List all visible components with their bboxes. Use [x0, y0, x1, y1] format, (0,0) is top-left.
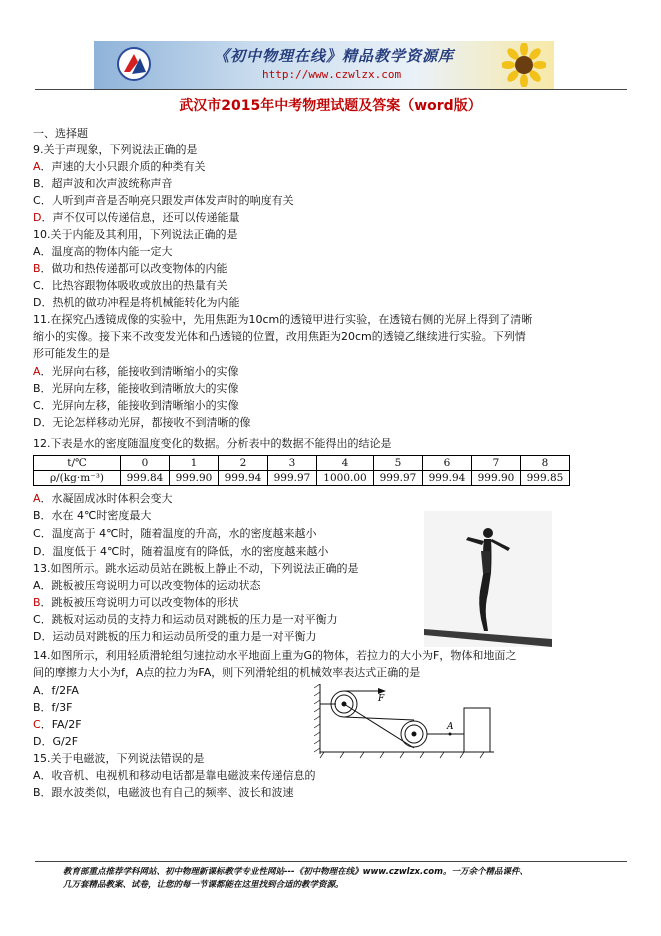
- table-cell: 999.94: [423, 471, 472, 486]
- sunflower-icon: [502, 43, 546, 87]
- option-9b: B．超声波和次声波统称声音: [33, 177, 173, 190]
- question-15: 15.关于电磁波，下列说法错误的是: [33, 752, 205, 765]
- option-14d: D．G/2F: [33, 735, 79, 748]
- option-9d: D．声不仅可以传递信息，还可以传递能量: [33, 211, 240, 224]
- table-row-temperature: [34, 456, 570, 471]
- table-cell: 1: [170, 456, 219, 471]
- option-14b: B．f/3F: [33, 701, 73, 714]
- option-13a: A．跳板被压弯说明力可以改变物体的运动状态: [33, 579, 261, 592]
- table-cell: 3: [268, 456, 317, 471]
- option-9a: A．声速的大小只跟介质的种类有关: [33, 160, 206, 173]
- table-cell: 1000.00: [317, 471, 374, 486]
- table-cell: 4: [317, 456, 374, 471]
- option-12c: C．温度高于 4℃时，随着温度的升高，水的密度越来越小: [33, 527, 317, 540]
- option-12b: B．水在 4℃时密度最大: [33, 509, 152, 522]
- table-header-density: ρ/(kg·m⁻³): [34, 471, 121, 486]
- question-11-line2: 缩小的实像。接下来不改变发光体和凸透镜的位置，改用焦距为20cm的透镜乙继续进行实验。下列情: [33, 330, 526, 343]
- density-table: [33, 455, 570, 486]
- table-row-density: [34, 471, 570, 486]
- table-cell: 999.84: [121, 471, 170, 486]
- option-13d: D．运动员对跳板的压力和运动员所受的重力是一对平衡力: [33, 630, 317, 643]
- option-11c: C．光屏向左移，能接收到清晰缩小的实像: [33, 399, 239, 412]
- question-11-line1: 11.在探究凸透镜成像的实验中，先用焦距为10cm的透镜甲进行实验，在透镜右侧的光屏上得到了清晰: [33, 313, 533, 326]
- question-9: 9.关于声现象，下列说法正确的是: [33, 143, 198, 156]
- option-15b: B．跟水波类似，电磁波也有自己的频率、波长和波速: [33, 786, 294, 799]
- force-label-f: F: [378, 694, 385, 704]
- pulley-diagram: [314, 684, 494, 760]
- document-title: 武汉市2015年中考物理试题及答案（word版）: [179, 98, 482, 114]
- option-11b: B．光屏向左移，能接收到清晰放大的实像: [33, 382, 239, 395]
- question-13: 13.如图所示。跳水运动员站在跳板上静止不动，下列说法正确的是: [33, 562, 359, 575]
- table-cell: 7: [472, 456, 521, 471]
- table-cell: 999.94: [219, 471, 268, 486]
- option-12d: D．温度低于 4℃时，随着温度有的降低，水的密度越来越小: [33, 545, 329, 558]
- table-cell: 0: [121, 456, 170, 471]
- table-cell: 999.97: [268, 471, 317, 486]
- table-cell: 5: [374, 456, 423, 471]
- section-heading: 一、选择题: [33, 127, 88, 140]
- diver-figure: [424, 511, 552, 647]
- option-10c: C．比热容跟物体吸收或放出的热量有关: [33, 279, 228, 292]
- option-10d: D．热机的做功冲程是将机械能转化为内能: [33, 296, 240, 309]
- option-10a: A．温度高的物体内能一定大: [33, 245, 173, 258]
- table-cell: 999.97: [374, 471, 423, 486]
- option-9c: C．人听到声音是否响亮只跟发声体发声时的响度有关: [33, 194, 294, 207]
- site-logo-icon: [116, 46, 152, 82]
- option-14c: C．FA/2F: [33, 718, 82, 731]
- header-banner: [94, 41, 554, 89]
- table-cell: 999.90: [472, 471, 521, 486]
- table-header-temperature: t/℃: [34, 456, 121, 471]
- table-cell: 2: [219, 456, 268, 471]
- option-15a: A．收音机、电视机和移动电话都是靠电磁波来传递信息的: [33, 769, 316, 782]
- question-12: 12.下表是水的密度随温度变化的数据。分析表中的数据不能得出的结论是: [33, 437, 392, 450]
- table-cell: 999.85: [521, 471, 570, 486]
- table-cell: 8: [521, 456, 570, 471]
- option-14a: A．f/2FA: [33, 684, 79, 697]
- question-14-line1: 14.如图所示，利用轻质滑轮组匀速拉动水平地面上重为G的物体，若拉力的大小为F，物体和地面之: [33, 649, 517, 662]
- option-13b: B．跳板被压弯说明力可以改变物体的形状: [33, 596, 239, 609]
- footer-divider: [35, 861, 627, 862]
- footer-line-1: 教育部重点推荐学科网站、初中物理新课标教学专业性网站---《初中物理在线》www.czwlzx.com。一万余个精品课件、: [63, 867, 528, 877]
- question-14-line2: 间的摩擦力大小为f，A点的拉力为FA，则下列滑轮组的机械效率表达式正确的是: [33, 666, 421, 679]
- banner-url[interactable]: http://www.czwlzx.com: [262, 68, 402, 81]
- option-10b: B．做功和热传递都可以改变物体的内能: [33, 262, 228, 275]
- point-label-a: A: [447, 722, 454, 732]
- banner-title: 《初中物理在线》精品教学资源库: [214, 47, 455, 65]
- table-cell: 999.90: [170, 471, 219, 486]
- question-10: 10.关于内能及其利用，下列说法正确的是: [33, 228, 238, 241]
- footer-text: [63, 866, 528, 892]
- footer-line-2: 几万套精品教案、试卷，让您的每一节课都能在这里找到合适的教学资源。: [63, 880, 344, 890]
- option-11d: D．无论怎样移动光屏，都接收不到清晰的像: [33, 416, 251, 429]
- option-12a: A．水凝固成冰时体积会变大: [33, 492, 173, 505]
- option-13c: C．跳板对运动员的支持力和运动员对跳板的压力是一对平衡力: [33, 613, 338, 626]
- option-11a: A．光屏向右移，能接收到清晰缩小的实像: [33, 365, 239, 378]
- header-divider: [35, 89, 627, 90]
- question-11-line3: 形可能发生的是: [33, 347, 110, 360]
- table-cell: 6: [423, 456, 472, 471]
